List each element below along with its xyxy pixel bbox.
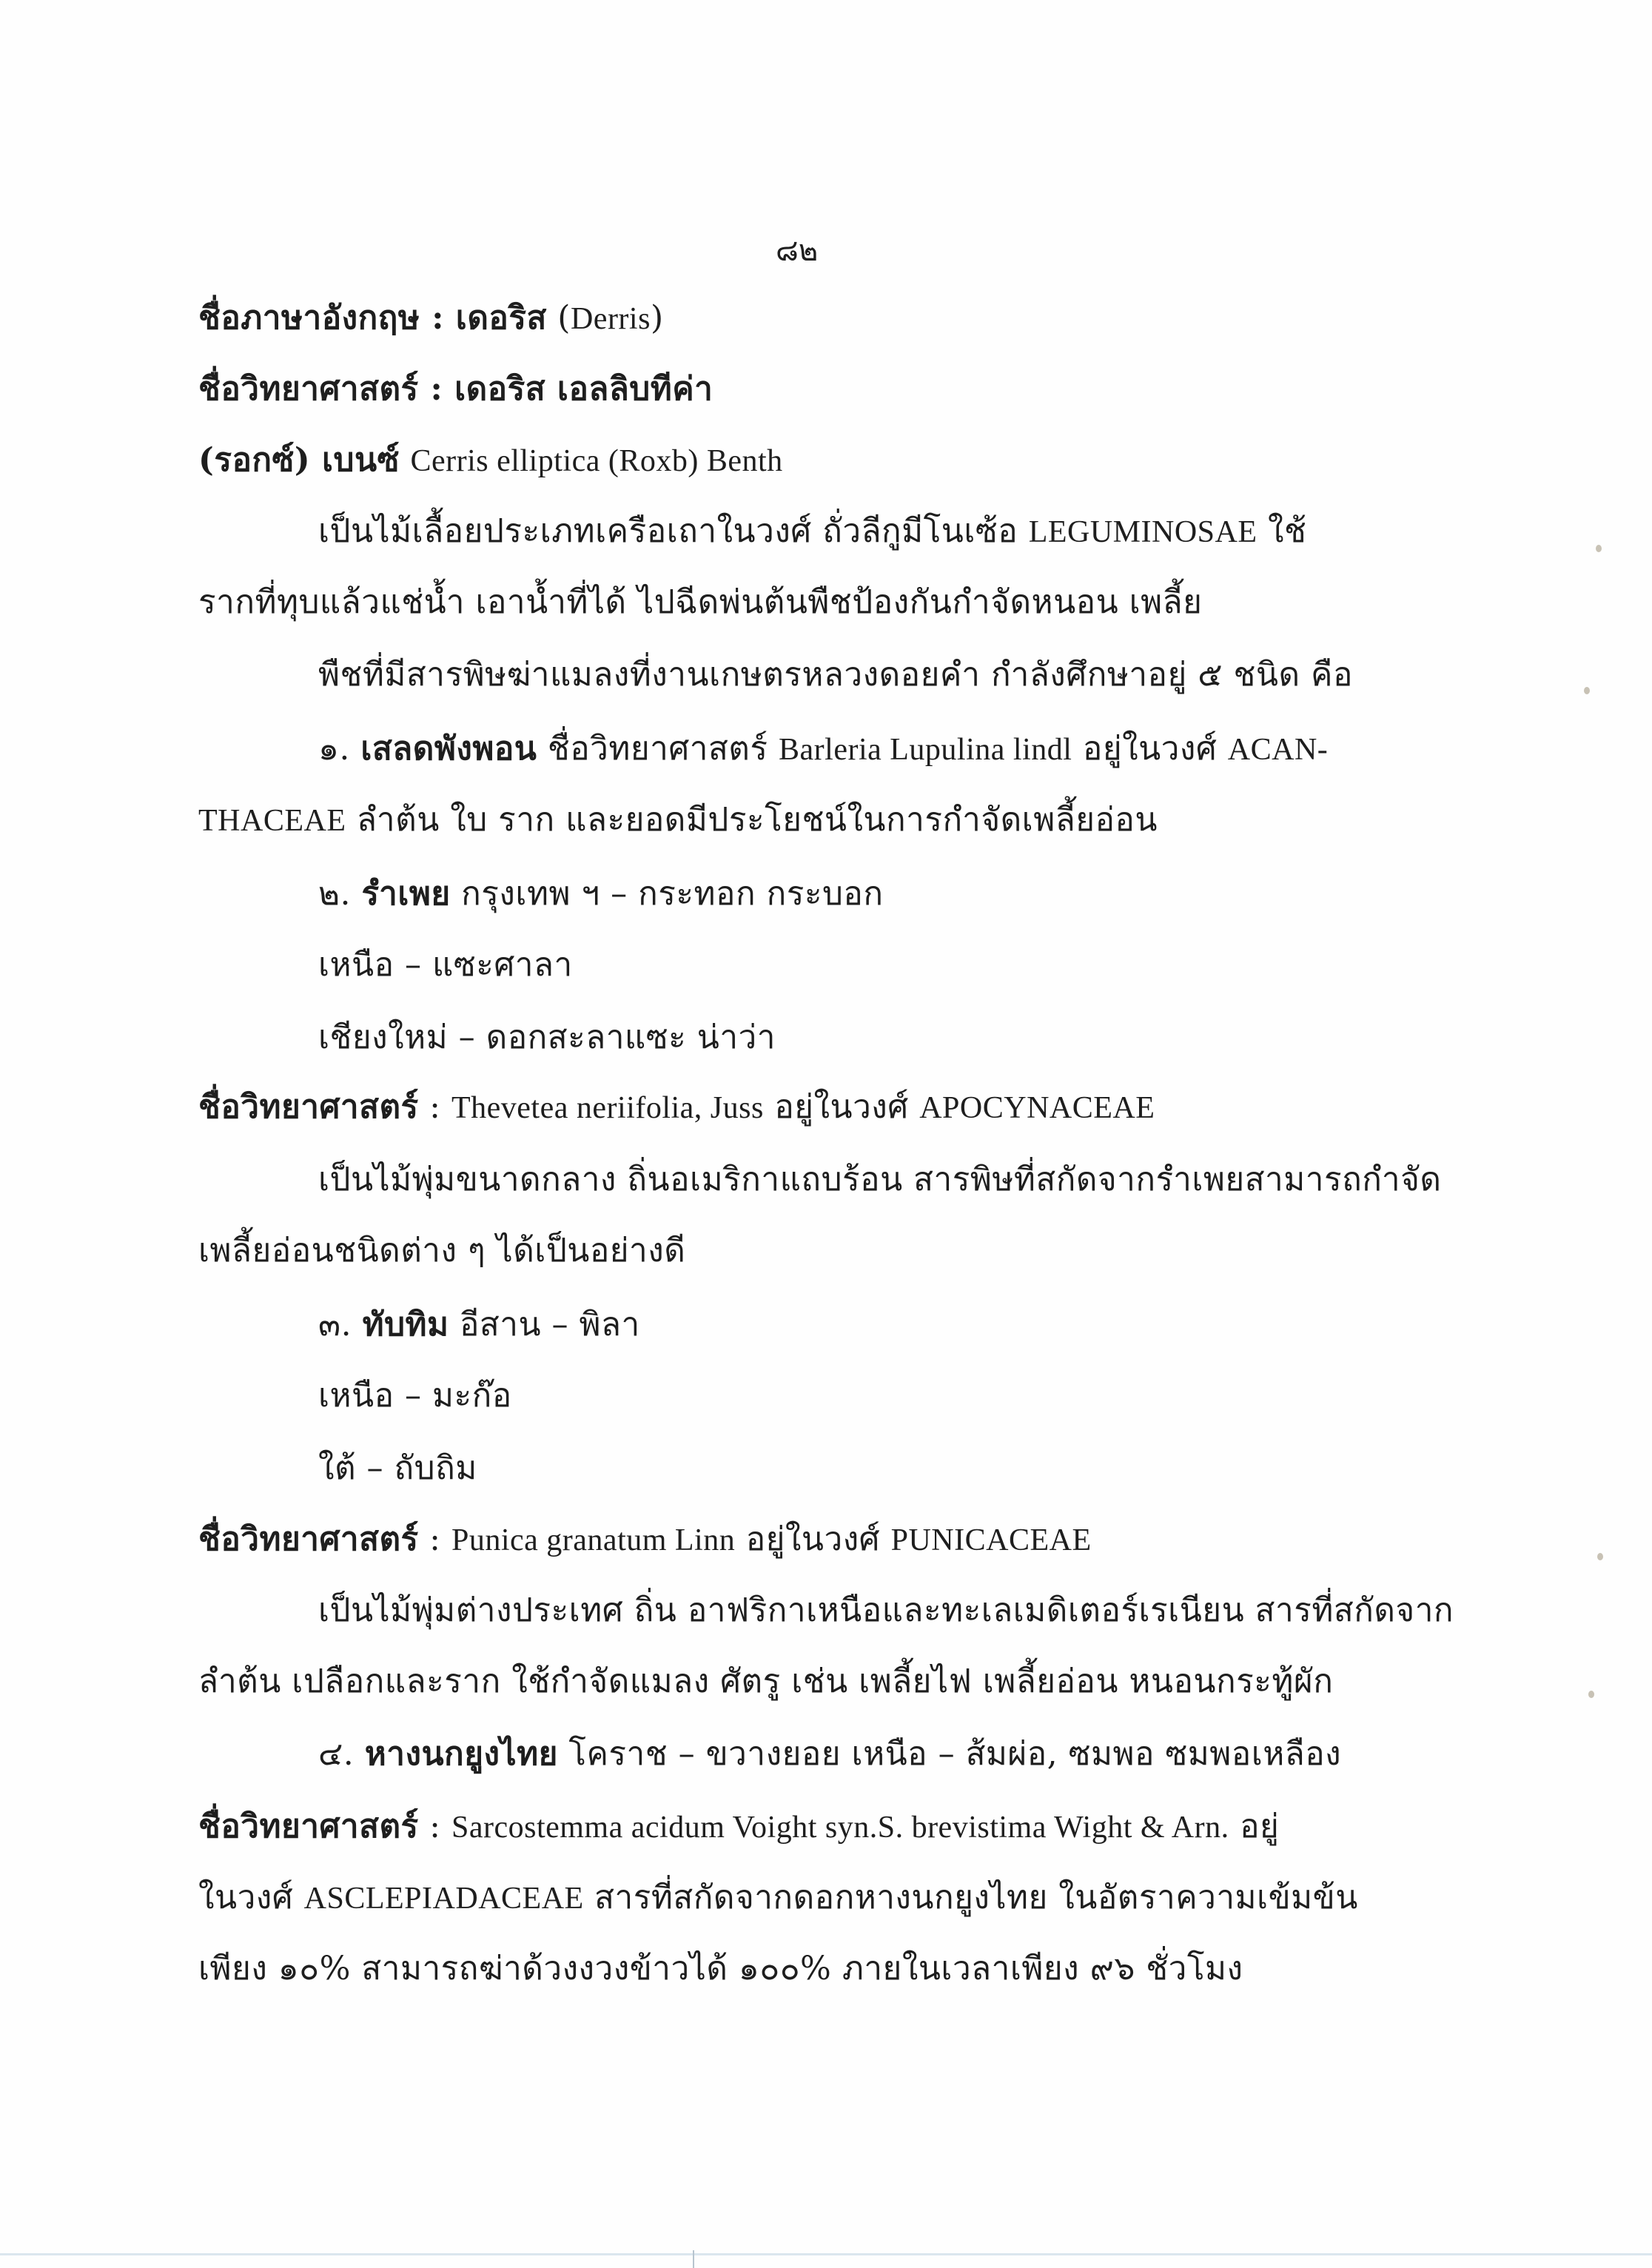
thai-text: อยู่ในวงศ์ xyxy=(763,1088,920,1126)
thai-text: ) xyxy=(650,299,664,337)
bold-term: ชื่อวิทยาศาสตร์ : เดอริส เอลลิบทีค่า xyxy=(198,370,713,408)
text-line xyxy=(318,1374,512,1418)
bold-term: ชื่อภาษาอังกฤษ : เดอริส xyxy=(198,299,547,337)
text-line xyxy=(318,1303,640,1347)
text-line xyxy=(198,1947,1243,1991)
paper-speck xyxy=(1596,545,1602,552)
thai-text: ในวงศ์ xyxy=(198,1879,304,1916)
paper-speck xyxy=(1597,1553,1603,1560)
text-line xyxy=(318,1158,1441,1202)
bold-term: ทับทิม xyxy=(362,1306,449,1343)
text-line xyxy=(318,509,1306,554)
thai-text: ใต้ – ถับถิม xyxy=(318,1449,477,1487)
text-line xyxy=(198,1805,1279,1850)
scan-edge-line xyxy=(0,2253,1652,2255)
latin-text: ACAN- xyxy=(1227,733,1329,767)
text-line xyxy=(318,1588,1454,1633)
thai-text: อยู่ในวงศ์ xyxy=(1072,730,1228,768)
thai-text xyxy=(400,441,411,479)
bold-term: หางนกยูงไทย xyxy=(364,1735,558,1773)
latin-text: Punica granatum Linn xyxy=(451,1523,736,1557)
bold-term: ชื่อวิทยาศาสตร์ xyxy=(198,1088,419,1126)
text-line xyxy=(318,1732,1341,1777)
bold-term: รำเพย xyxy=(361,875,451,913)
paper-speck xyxy=(1588,1691,1594,1698)
text-line xyxy=(198,367,713,412)
bold-term: (รอกซ์) เบนซ์ xyxy=(198,441,400,479)
thai-text: เชียงใหม่ – ดอกสะลาแซะ น่าว่า xyxy=(318,1019,776,1056)
thai-text: ลำต้น ใบ ราก และยอดมีประโยชน์ในการกำจัดเพลี้ยอ่อน xyxy=(346,801,1158,839)
latin-text: APOCYNACEAE xyxy=(919,1091,1155,1125)
text-line xyxy=(198,296,664,341)
text-line xyxy=(318,872,883,916)
text-line xyxy=(318,1446,477,1491)
thai-text: ๓. xyxy=(318,1306,363,1343)
thai-text: สารที่สกัดจากดอกหางนกยูงไทย ในอัตราความเข้มข้น xyxy=(583,1879,1358,1916)
thai-text: เหนือ – แซะศาลา xyxy=(318,946,573,984)
text-line xyxy=(198,1876,1358,1921)
latin-text: Cerris elliptica (Roxb) Benth xyxy=(410,444,783,478)
thai-text: กรุงเทพ ฯ – กระทอก กระบอก xyxy=(450,875,884,913)
text-line xyxy=(198,580,1202,625)
text-line xyxy=(198,438,783,483)
thai-text: พืชที่มีสารพิษฆ่าแมลงที่งานเกษตรหลวงดอยคำ กำลังศึกษาอยู่ ๕ ชนิด คือ xyxy=(318,656,1353,694)
thai-text: เพลี้ยอ่อนชนิดต่าง ๆ ได้เป็นอย่างดี xyxy=(198,1232,686,1269)
text-line xyxy=(318,653,1353,697)
text-line xyxy=(198,1517,1092,1563)
text-line xyxy=(318,943,573,987)
text-line xyxy=(198,1229,685,1273)
thai-text: เป็นไม้เลื้อยประเภทเครือเถาในวงศ์ ถั่วลีกูมีโนเซ้อ xyxy=(318,512,1029,550)
thai-text: ( xyxy=(546,299,571,337)
thai-text: : xyxy=(418,1520,451,1558)
latin-text: Thevetea neriifolia, Juss xyxy=(451,1091,764,1125)
scan-edge-tick xyxy=(693,2250,694,2268)
thai-text: ใช้ xyxy=(1257,512,1307,550)
bold-term: ชื่อวิทยาศาสตร์ xyxy=(198,1808,419,1845)
thai-text: อยู่ในวงศ์ xyxy=(735,1520,891,1558)
latin-text: Derris xyxy=(570,302,651,336)
text-line xyxy=(198,1660,1333,1704)
latin-text: Barleria Lupulina lindl xyxy=(779,733,1072,767)
thai-text: อยู่ xyxy=(1229,1808,1280,1845)
bold-term: เสลดพังพอน xyxy=(360,730,537,768)
thai-text: : xyxy=(418,1808,451,1845)
thai-text: เหนือ – มะก๊อ xyxy=(318,1377,512,1415)
thai-text: อีสาน – พิลา xyxy=(449,1306,640,1343)
text-line xyxy=(318,1016,776,1060)
latin-text: LEGUMINOSAE xyxy=(1028,515,1258,549)
paper-speck xyxy=(1584,687,1590,694)
latin-text: THACEAE xyxy=(198,804,346,838)
thai-text: รากที่ทุบแล้วแช่น้ำ เอาน้ำที่ได้ ไปฉีดพ่นต้นพืชป้องกันกำจัดหนอน เพลี้ย xyxy=(198,583,1203,621)
text-line xyxy=(198,1085,1155,1130)
latin-text: ASCLEPIADACEAE xyxy=(303,1882,584,1916)
thai-text: เป็นไม้พุ่มต่างประเทศ ถิ่น อาฟริกาเหนือและทะเลเมดิเตอร์เรเนียน สารที่สกัดจาก xyxy=(318,1591,1454,1629)
thai-text: : xyxy=(418,1088,451,1126)
thai-text: ลำต้น เปลือกและราก ใช้กำจัดแมลง ศัตรู เช่น เพลี้ยไฟ เพลี้ยอ่อน หนอนกระทู้ผัก xyxy=(198,1663,1334,1700)
latin-text: PUNICACEAE xyxy=(890,1523,1092,1557)
text-line xyxy=(198,798,1158,843)
thai-text: ๔. xyxy=(318,1735,365,1773)
thai-text: ชื่อวิทยาศาสตร์ xyxy=(537,730,779,768)
thai-text: เป็นไม้พุ่มขนาดกลาง ถิ่นอเมริกาแถบร้อน สารพิษที่สกัดจากรำเพยสามารถกำจัด xyxy=(318,1161,1442,1198)
thai-text: โคราช – ขวางยอย เหนือ – ส้มผ่อ, ซมพอ ซมพอเหลือง xyxy=(557,1735,1342,1773)
bold-term: ชื่อวิทยาศาสตร์ xyxy=(198,1520,419,1558)
latin-text: Sarcostemma acidum Voight syn.S. brevistima Wight & Arn. xyxy=(451,1811,1229,1845)
thai-text: ๑. xyxy=(318,730,361,768)
text-line xyxy=(318,727,1328,772)
thai-text: เพียง ๑๐% สามารถฆ่าด้วงงวงข้าวได้ ๑๐๐% ภายในเวลาเพียง ๙๖ ชั่วโมง xyxy=(198,1950,1243,1987)
page-number: ๘๒ xyxy=(776,234,819,268)
thai-text: ๒. xyxy=(318,875,362,913)
